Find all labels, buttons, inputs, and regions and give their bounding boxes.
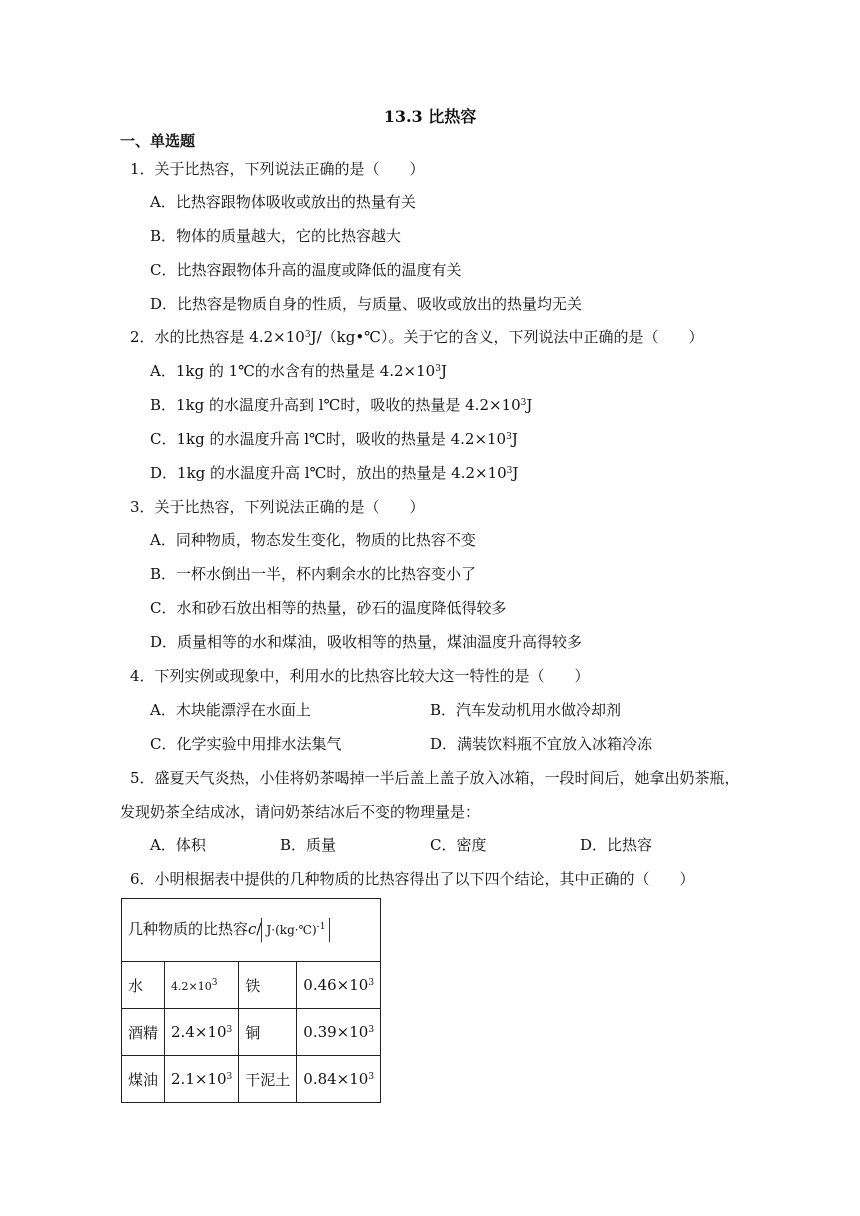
- question-4-option-b[interactable]: B．汽车发动机用水做冷却剂: [430, 701, 622, 719]
- value-exponent: 3: [368, 978, 375, 988]
- question-2-option-a[interactable]: [150, 360, 447, 381]
- question-4-option-c[interactable]: C．化学实验中用排水法集气: [150, 735, 342, 753]
- material-cell: 铁: [239, 962, 297, 1009]
- table-header-cell: [122, 899, 381, 962]
- q2-c-unit: J: [511, 430, 518, 448]
- material-cell: 铜: [239, 1009, 297, 1056]
- table-row: [122, 1009, 381, 1056]
- specific-heat-table: [121, 898, 381, 1103]
- q2-d-exponent: 3: [506, 466, 513, 476]
- value-text: 0.84×10: [303, 1070, 369, 1088]
- value-cell: [165, 1009, 239, 1056]
- q2-d-text: D．1kg 的水温度升高 l℃时，放出的热量是 4.2×10: [150, 464, 507, 482]
- table-header-symbol: c: [248, 920, 257, 938]
- question-4-option-a[interactable]: A．木块能漂浮在水面上: [150, 701, 311, 719]
- question-4-option-d[interactable]: D．满装饮料瓶不宜放入冰箱冷冻: [430, 735, 653, 753]
- value-exponent: 3: [226, 1072, 233, 1082]
- unit-text: J·(kg·℃): [266, 923, 317, 937]
- q2-b-unit: J: [526, 396, 533, 414]
- material-cell: 水: [122, 962, 165, 1009]
- table-header-unit: [261, 918, 330, 942]
- question-5-option-d[interactable]: D．比热容: [580, 836, 653, 854]
- q2-a-text: A．1kg 的 1℃的水含有的热量是 4.2×10: [150, 362, 436, 380]
- question-2-option-c[interactable]: [150, 428, 518, 449]
- value-text: 0.46×10: [303, 976, 369, 994]
- q2-a-exponent: 3: [435, 364, 441, 374]
- question-5-stem-line-1: 5．盛夏天气炎热，小佳将奶茶喝掉一半后盖上盖子放入冰箱，一段时间后，她拿出奶茶瓶，: [130, 769, 740, 787]
- q2-stem-exponent: 3: [304, 330, 311, 340]
- unit-exponent: -1: [316, 922, 326, 932]
- question-3-option-c[interactable]: C．水和砂石放出相等的热量，砂石的温度降低得较多: [150, 599, 507, 617]
- material-cell: 煤油: [122, 1056, 165, 1103]
- value-cell: [165, 1056, 239, 1103]
- value-text: 4.2×10: [171, 980, 212, 993]
- table-row: [122, 1056, 381, 1103]
- page-title: 13.3 比热容: [383, 107, 477, 126]
- question-3-option-d[interactable]: D．质量相等的水和煤油，吸收相等的热量，煤油温度升高得较多: [150, 633, 583, 651]
- question-5-option-b[interactable]: B．质量: [280, 836, 337, 854]
- section-heading: 一、单选题: [120, 132, 196, 150]
- material-cell: 干泥土: [239, 1056, 297, 1103]
- q2-c-text: C．1kg 的水温度升高 l℃时，吸收的热量是 4.2×10: [150, 430, 507, 448]
- value-text: 0.39×10: [303, 1023, 369, 1041]
- question-2-option-b[interactable]: [150, 394, 532, 415]
- table-row: [122, 962, 381, 1009]
- question-3-option-a[interactable]: A．同种物质，物态发生变化，物质的比热容不变: [150, 531, 476, 549]
- q2-d-unit: J: [512, 464, 519, 482]
- question-4-stem: 4．下列实例或现象中，利用水的比热容比较大这一特性的是（ ）: [130, 667, 590, 685]
- value-cell: [297, 962, 381, 1009]
- q2-a-unit: J: [440, 362, 447, 380]
- question-6-stem: 6．小明根据表中提供的几种物质的比热容得出了以下四个结论，其中正确的（ ）: [130, 870, 695, 888]
- question-5-option-c[interactable]: C．密度: [430, 836, 487, 854]
- question-2-stem: [130, 326, 703, 347]
- question-1-option-a[interactable]: A．比热容跟物体吸收或放出的热量有关: [150, 193, 416, 211]
- value-exponent: 3: [211, 978, 218, 988]
- question-1-stem: 1．关于比热容，下列说法正确的是（ ）: [130, 160, 425, 178]
- question-2-option-d[interactable]: [150, 462, 518, 483]
- question-5-option-a[interactable]: A．体积: [150, 836, 206, 854]
- material-cell: 酒精: [122, 1009, 165, 1056]
- value-text: 2.1×10: [171, 1070, 227, 1088]
- question-1-option-c[interactable]: C．比热容跟物体升高的温度或降低的温度有关: [150, 261, 462, 279]
- value-exponent: 3: [368, 1025, 375, 1035]
- q2-b-exponent: 3: [520, 398, 527, 408]
- q2-c-exponent: 3: [506, 432, 512, 442]
- value-text: 2.4×10: [171, 1023, 227, 1041]
- question-3-stem: 3．关于比热容，下列说法正确的是（ ）: [130, 498, 425, 516]
- question-1-option-d[interactable]: D．比热容是物质自身的性质，与质量、吸收或放出的热量均无关: [150, 295, 583, 313]
- q2-stem-tail: J/（kg•℃）。关于它的含义，下列说法中正确的是（ ）: [310, 328, 704, 346]
- value-cell: [297, 1009, 381, 1056]
- table-header-slash: /: [256, 920, 262, 938]
- question-1-option-b[interactable]: B．物体的质量越大，它的比热容越大: [150, 227, 402, 245]
- q2-stem-text: 2．水的比热容是 4.2×10: [130, 328, 305, 346]
- value-cell: [165, 962, 239, 1009]
- value-exponent: 3: [226, 1025, 233, 1035]
- value-exponent: 3: [368, 1072, 375, 1082]
- value-cell: [297, 1056, 381, 1103]
- table-header-text: 几种物质的比热容: [128, 920, 249, 938]
- question-5-stem-line-2: 发现奶茶全结成冰，请问奶茶结冰后不变的物理量是：: [120, 803, 481, 821]
- q2-b-text: B．1kg 的水温度升高到 l℃时，吸收的热量是 4.2×10: [150, 396, 521, 414]
- question-3-option-b[interactable]: B．一杯水倒出一半，杯内剩余水的比热容变小了: [150, 565, 477, 583]
